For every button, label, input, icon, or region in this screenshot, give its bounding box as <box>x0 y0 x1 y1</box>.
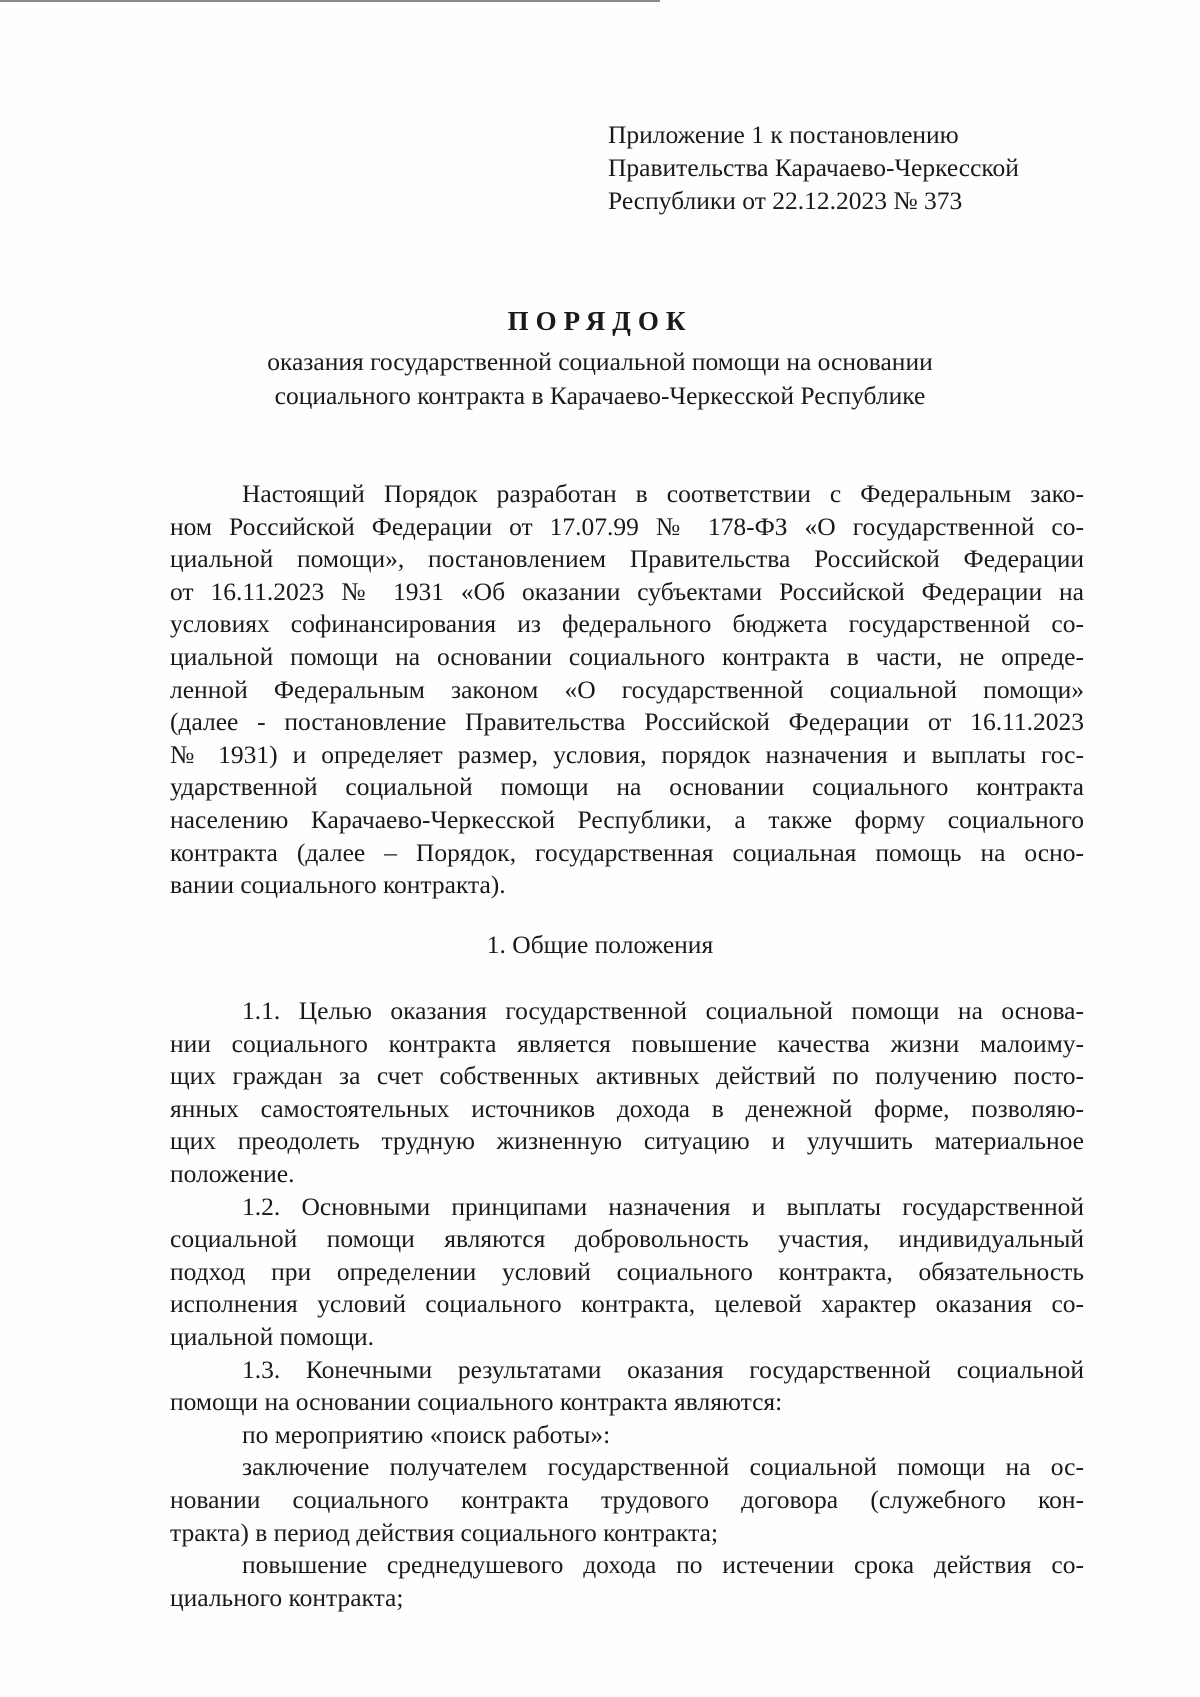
text-line: щих граждан за счет собственных активных действий по получению посто- <box>170 1061 1084 1091</box>
text-line: Настоящий Порядок разработан в соответствии с Федеральным зако- <box>242 479 1084 508</box>
text-line: 1.3. Конечными результатами оказания государственной социальной <box>242 1354 1084 1384</box>
text-line: циальной помощи на основании социального контракта в части, не опреде- <box>170 641 1084 671</box>
text-line: циальной помощи», постановлением Правительства Российской Федерации <box>170 544 1084 574</box>
text-line: ударственной социальной помощи на основании социального контракта <box>170 772 1084 802</box>
text-line: 1.2. Основными принципами назначения и выплаты государственной <box>242 1191 1084 1221</box>
text-line: циальной помощи. <box>170 1321 375 1351</box>
text-line: ном Российской Федерации от 17.07.99 № 178-ФЗ «О государственной со- <box>170 511 1084 541</box>
text-line: подход при определении условий социального контракта, обязательность <box>170 1256 1084 1286</box>
text-line: населению Карачаево-Черкесской Республики, а также форму социального <box>170 804 1084 834</box>
subtitle-line: оказания государственной социальной помощи на основании <box>267 347 933 376</box>
text-line: повышение среднедушевого дохода по истечении срока действия со- <box>242 1550 1084 1580</box>
document-title: ПОРЯДОК <box>507 306 693 336</box>
text-line: нии социального контракта является повышение качества жизни малоиму- <box>170 1028 1084 1058</box>
intro-paragraph <box>170 478 1084 902</box>
appendix-line: Правительства Карачаево-Черкесской <box>608 153 1019 182</box>
text-line: вании социального контракта). <box>170 870 506 900</box>
text-line: (далее - постановление Правительства Российской Федерации от 16.11.2023 <box>170 707 1084 737</box>
text-line: от 16.11.2023 № 1931 «Об оказании субъектами Российской Федерации на <box>170 576 1084 606</box>
text-line: новании социального контракта трудового договора (служебного кон- <box>170 1484 1084 1514</box>
text-line: помощи на основании социального контракта являются: <box>170 1387 783 1417</box>
appendix-line: Республики от 22.12.2023 № 373 <box>608 186 963 215</box>
text-line: условиях софинансирования из федерального бюджета государственной со- <box>170 609 1084 639</box>
text-line: циального контракта; <box>170 1582 404 1612</box>
text-line: № 1931) и определяет размер, условия, порядок назначения и выплаты гос- <box>170 739 1084 769</box>
text-line: заключение получателем государственной социальной помощи на ос- <box>242 1452 1084 1482</box>
scan-edge-line <box>0 0 660 2</box>
section-1-text <box>170 995 1084 1614</box>
section-heading: 1. Общие положения <box>486 930 714 959</box>
document-subtitle <box>0 345 1200 413</box>
text-line: исполнения условий социального контракта, целевой характер оказания со- <box>170 1289 1084 1319</box>
text-line: тракта) в период действия социального контракта; <box>170 1517 719 1547</box>
text-line: янных самостоятельных источников дохода в денежной форме, позволяю- <box>170 1093 1084 1123</box>
text-line: социальной помощи являются добровольность участия, индивидуальный <box>170 1224 1084 1254</box>
text-line: по мероприятию «поиск работы»: <box>242 1419 611 1449</box>
text-line: контракта (далее – Порядок, государственная социальная помощь на осно- <box>170 837 1084 867</box>
appendix-line: Приложение 1 к постановлению <box>608 120 959 149</box>
text-line: положение. <box>170 1158 295 1188</box>
appendix-note <box>608 118 1019 217</box>
subtitle-line: социального контракта в Карачаево-Черкесской Республике <box>274 381 926 410</box>
text-line: 1.1. Целью оказания государственной социальной помощи на основа- <box>242 996 1084 1025</box>
text-line: щих преодолеть трудную жизненную ситуацию и улучшить материальное <box>170 1126 1084 1156</box>
text-line: ленной Федеральным законом «О государственной социальной помощи» <box>170 674 1084 704</box>
